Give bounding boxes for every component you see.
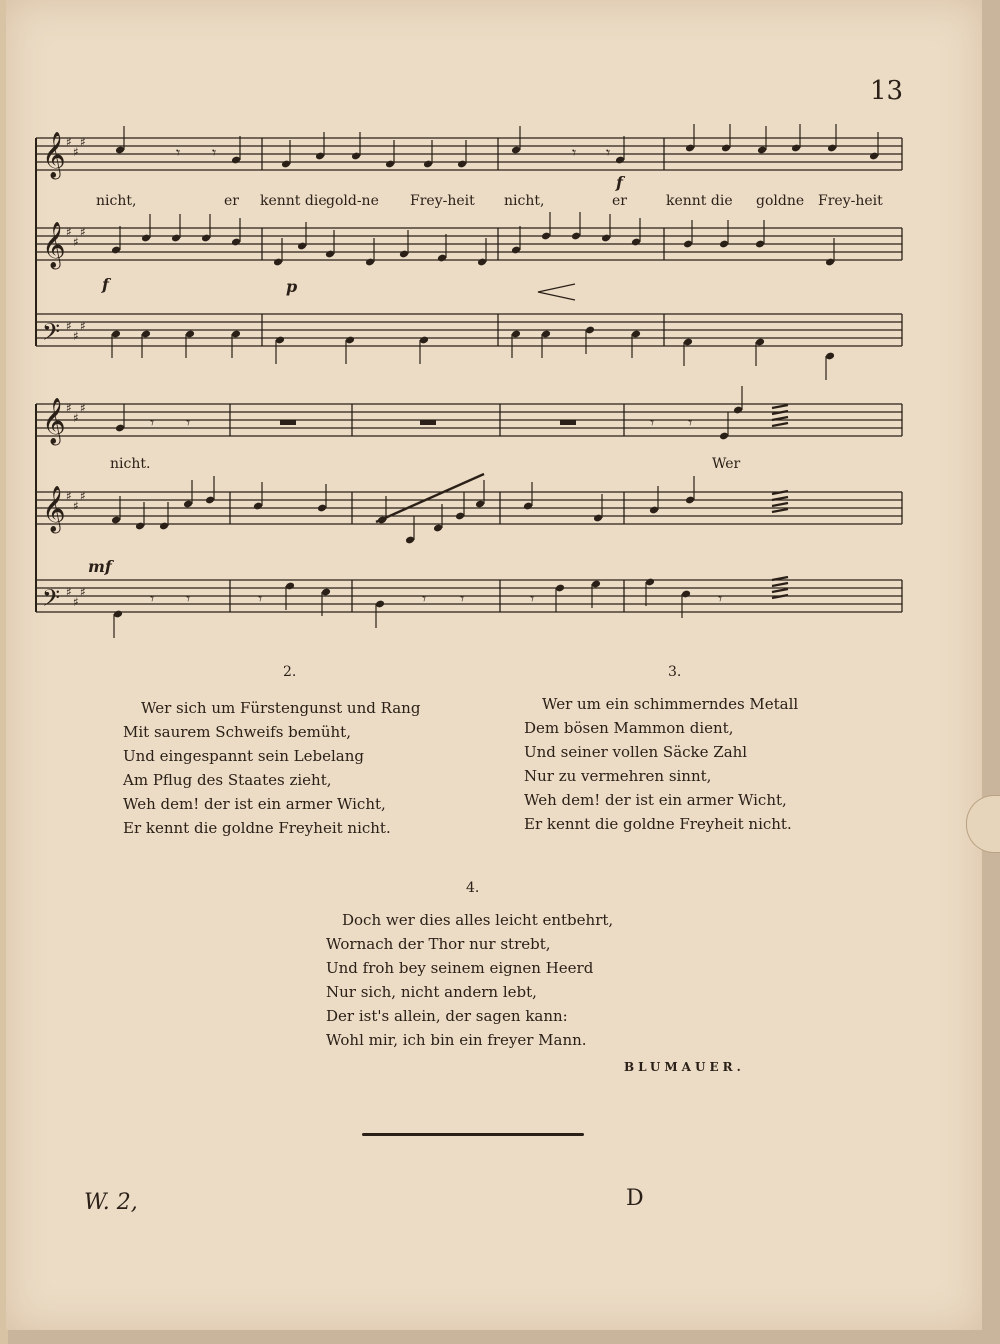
sharp-icon: ♯	[66, 401, 72, 415]
rest-icon: 𝄾	[176, 143, 181, 162]
lyric-syllable: er	[224, 193, 239, 209]
treble-clef-icon: 𝄞	[42, 486, 66, 532]
author-name: BLUMAUER.	[624, 1060, 745, 1074]
dynamic-marking: f	[102, 275, 109, 294]
sharp-icon: ♯	[66, 585, 72, 599]
stanza-2	[123, 696, 420, 840]
sharp-icon: ♯	[80, 401, 86, 415]
stanza-4	[326, 908, 613, 1052]
sharp-icon: ♯	[66, 319, 72, 333]
sharp-icon: ♯	[73, 235, 79, 249]
stanza-2-number: 2.	[283, 664, 297, 680]
sharp-icon: ♯	[80, 319, 86, 333]
stanza-line: Dem bösen Mammon dient,	[524, 719, 734, 737]
whole-rest	[560, 420, 576, 425]
stanza-line: Wornach der Thor nur strebt,	[326, 935, 551, 953]
rest-icon: 𝄾	[606, 143, 611, 162]
lyric-syllable: Frey-heit	[410, 193, 475, 209]
stanza-line: Weh dem! der ist ein armer Wicht,	[524, 791, 787, 809]
dynamic-marking: mf	[88, 557, 112, 576]
crescendo-hairpin	[538, 284, 575, 300]
sheet-mark: D	[626, 1186, 644, 1211]
stanza-line: Weh dem! der ist ein armer Wicht,	[123, 795, 386, 813]
tremolo-mark	[772, 509, 788, 512]
sharp-icon: ♯	[73, 329, 79, 343]
run-beam	[376, 474, 484, 522]
stanza-line: Und eingespannt sein Lebelang	[123, 747, 364, 765]
rest-icon: 𝄾	[688, 413, 693, 432]
dynamic-marking: f	[616, 173, 623, 192]
score-svg	[0, 0, 1000, 660]
treble-clef-icon: 𝄞	[42, 132, 66, 178]
rest-icon: 𝄾	[258, 589, 263, 608]
rest-icon: 𝄾	[718, 589, 723, 608]
sharp-icon: ♯	[73, 411, 79, 425]
bass-clef-icon: 𝄢	[42, 584, 61, 617]
lyric-syllable: Wer	[712, 456, 741, 472]
lyric-syllable: nicht,	[504, 193, 545, 209]
sharp-icon: ♯	[66, 225, 72, 239]
stanza-3-number: 3.	[668, 664, 682, 680]
rest-icon: 𝄾	[572, 143, 577, 162]
lyric-syllable: nicht.	[110, 456, 151, 472]
tremolo-mark	[772, 583, 788, 586]
page-number: 13	[870, 76, 904, 106]
sharp-icon: ♯	[80, 585, 86, 599]
rest-icon: 𝄾	[422, 589, 427, 608]
stanza-line: Wer sich um Fürstengunst und Rang	[141, 699, 421, 717]
lyric-syllable: er	[612, 193, 627, 209]
rest-icon: 𝄾	[530, 589, 535, 608]
sharp-icon: ♯	[80, 135, 86, 149]
tremolo-mark	[772, 405, 788, 408]
stanza-4-number: 4.	[466, 880, 480, 896]
rest-icon: 𝄾	[150, 413, 155, 432]
stanza-line: Und froh bey seinem eignen Heerd	[326, 959, 594, 977]
stanza-line: Wohl mir, ich bin ein freyer Mann.	[326, 1031, 587, 1049]
lyric-syllable: goldne	[756, 193, 805, 209]
rest-icon: 𝄾	[186, 413, 191, 432]
dynamic-marking: p	[286, 277, 298, 296]
tremolo-mark	[772, 589, 788, 592]
rest-icon: 𝄾	[650, 413, 655, 432]
sharp-icon: ♯	[66, 489, 72, 503]
stanza-line: Am Pflug des Staates zieht,	[123, 771, 332, 789]
stanza-3	[524, 692, 798, 836]
tremolo-mark	[772, 503, 788, 506]
stanza-line: Und seiner vollen Säcke Zahl	[524, 743, 748, 761]
stanza-line: Wer um ein schimmerndes Metall	[542, 695, 799, 713]
lyric-syllable: kennt die	[260, 193, 327, 209]
rest-icon: 𝄾	[460, 589, 465, 608]
rest-icon: 𝄾	[186, 589, 191, 608]
bass-clef-icon: 𝄢	[42, 318, 61, 351]
sharp-icon: ♯	[73, 595, 79, 609]
sharp-icon: ♯	[80, 225, 86, 239]
rest-icon: 𝄾	[150, 589, 155, 608]
tremolo-mark	[772, 423, 788, 426]
music-score	[0, 0, 1000, 660]
stanza-line: Doch wer dies alles leicht entbehrt,	[342, 911, 614, 929]
treble-clef-icon: 𝄞	[42, 222, 66, 268]
lyric-syllable: kennt die	[666, 193, 733, 209]
signature-mark: W. 2,	[84, 1190, 138, 1215]
whole-rest	[280, 420, 296, 425]
lyric-syllable: Frey-heit	[818, 193, 883, 209]
whole-rest	[420, 420, 436, 425]
treble-clef-icon: 𝄞	[42, 398, 66, 444]
stanza-line: Er kennt die goldne Freyheit nicht.	[524, 815, 792, 833]
lyric-syllable: nicht,	[96, 193, 137, 209]
sharp-icon: ♯	[73, 145, 79, 159]
lyric-syllable: gold-ne	[326, 193, 379, 209]
stanza-line: Der ist's allein, der sagen kann:	[326, 1007, 568, 1025]
stanza-line: Nur sich, nicht andern lebt,	[326, 983, 537, 1001]
stanza-line: Er kennt die goldne Freyheit nicht.	[123, 819, 391, 837]
end-rule	[362, 1133, 584, 1136]
sharp-icon: ♯	[80, 489, 86, 503]
sharp-icon: ♯	[73, 499, 79, 513]
stanza-line: Mit saurem Schweifs bemüht,	[123, 723, 351, 741]
stanza-line: Nur zu vermehren sinnt,	[524, 767, 712, 785]
sharp-icon: ♯	[66, 135, 72, 149]
rest-icon: 𝄾	[212, 143, 217, 162]
